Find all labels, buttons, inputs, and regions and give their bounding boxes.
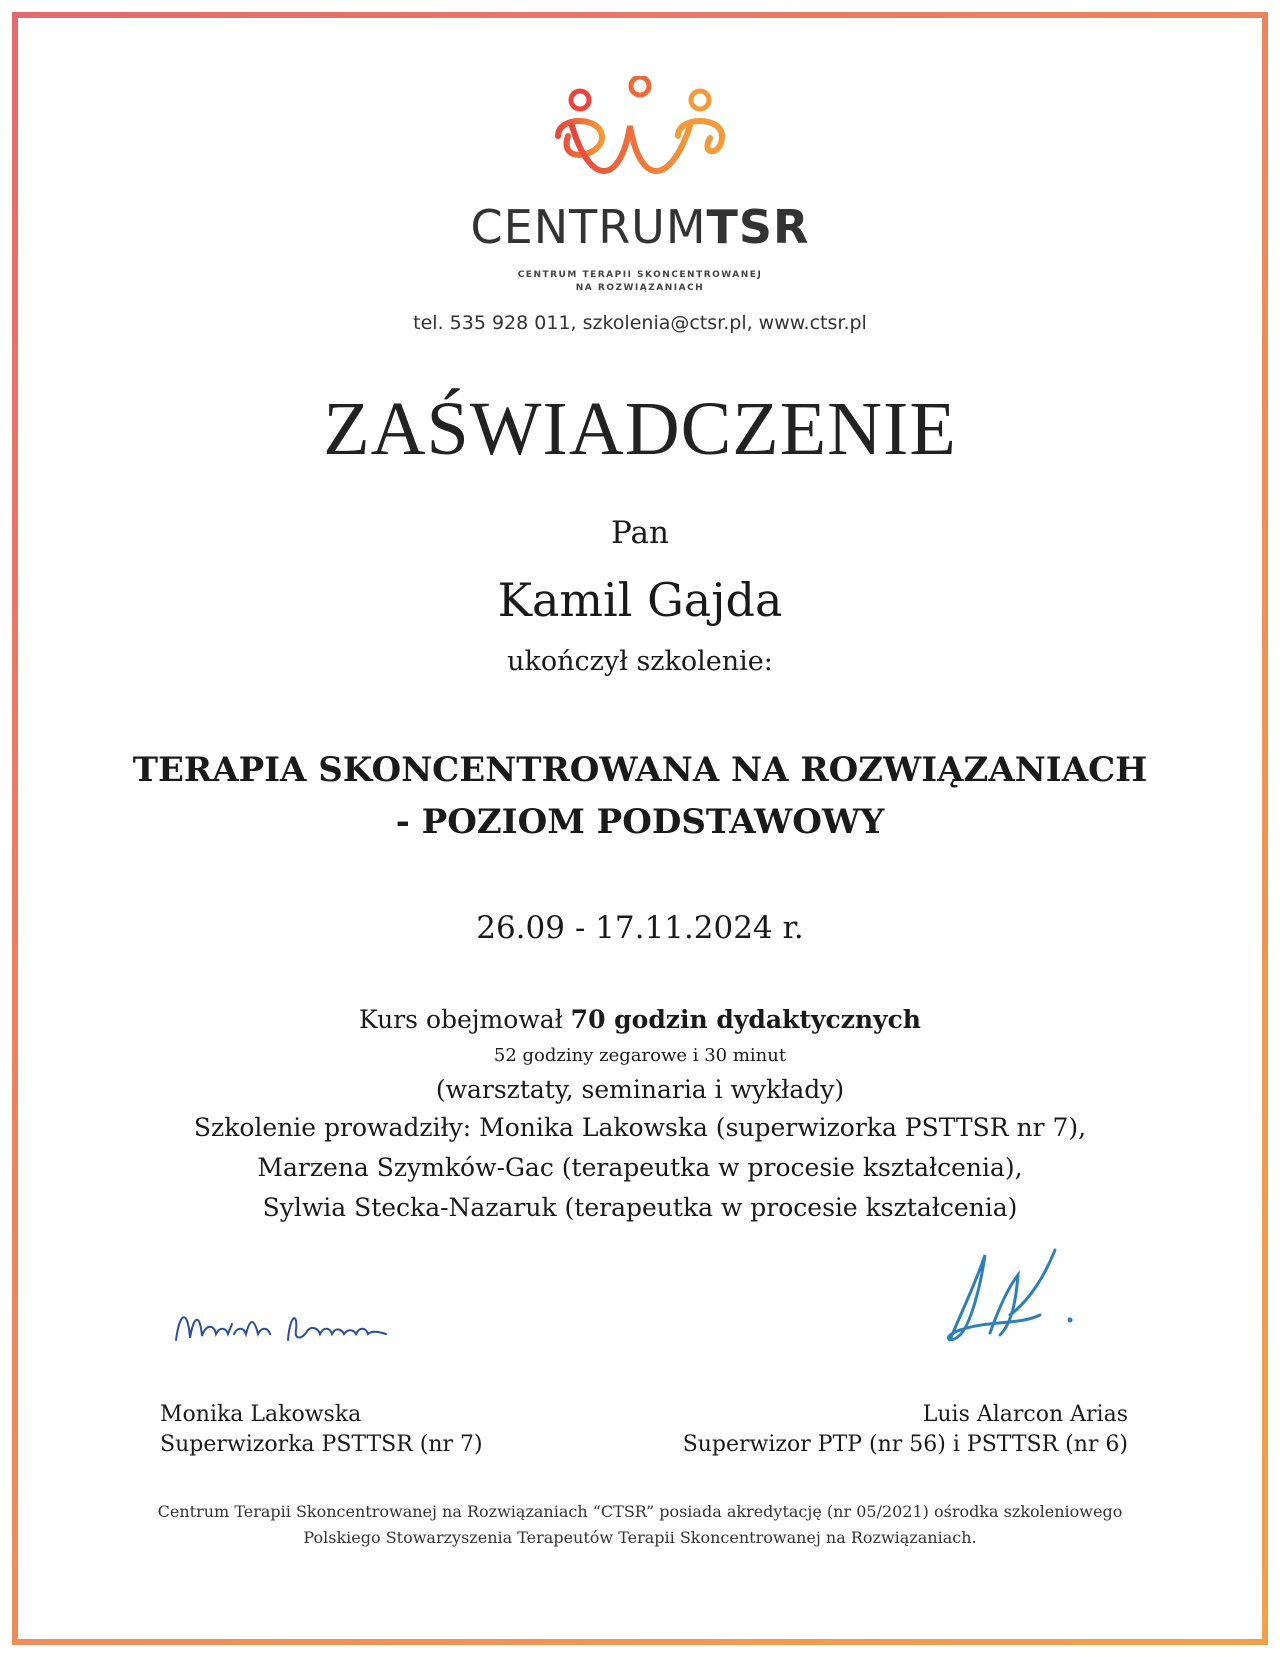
signer-right-name: Luis Alarcon Arias bbox=[922, 1402, 1128, 1427]
salutation: Pan bbox=[611, 515, 669, 551]
hours-bold: 70 godzin dydaktycznych bbox=[570, 1005, 921, 1034]
signature-left-handwriting bbox=[170, 1300, 410, 1360]
trainers-line2: Marzena Szymków-Gac (terapeutka w procesie kształcenia), bbox=[257, 1153, 1023, 1182]
signer-left-name: Monika Lakowska bbox=[160, 1402, 362, 1427]
signer-left bbox=[160, 1400, 483, 1460]
brand-subtitle-line1: CENTRUM TERAPII SKONCENTROWANEJ bbox=[517, 270, 763, 280]
signer-right bbox=[683, 1400, 1128, 1460]
footer-line2: Polskiego Stowarzyszenia Terapeutów Terapii Skoncentrowanej na Rozwiązaniach. bbox=[303, 1528, 977, 1547]
contact-info: tel. 535 928 011, szkolenia@ctsr.pl, www.ctsr.pl bbox=[413, 312, 867, 334]
completed-text: ukończył szkolenie: bbox=[507, 646, 773, 677]
hours-prefix: Kurs obejmował bbox=[359, 1005, 571, 1034]
brand-bold: TSR bbox=[706, 200, 810, 254]
course-title-line1: TERAPIA SKONCENTROWANA NA ROZWIĄZANIACH bbox=[132, 750, 1148, 790]
signature-right-handwriting bbox=[930, 1245, 1080, 1355]
document-title: ZAŚWIADCZENIE bbox=[323, 387, 957, 471]
hours-clock: 52 godziny zegarowe i 30 minut bbox=[493, 1045, 787, 1066]
course-forms: (warsztaty, seminaria i wykłady) bbox=[435, 1075, 845, 1104]
three-people-logo-icon bbox=[550, 76, 730, 186]
brand-regular: CENTRUM bbox=[470, 200, 707, 254]
brand-subtitle-line2: NA ROZWIĄZANIACH bbox=[575, 283, 705, 293]
footer-line1: Centrum Terapii Skoncentrowanej na Rozwiązaniach “CTSR” posiada akredytację (nr 05/2021) ośrodka szkoleniowego bbox=[157, 1502, 1123, 1521]
hours-line bbox=[0, 1005, 1280, 1034]
signer-left-role: Superwizorka PSTTSR (nr 7) bbox=[160, 1432, 483, 1457]
recipient-name: Kamil Gajda bbox=[497, 573, 783, 627]
brand-name bbox=[0, 200, 1280, 254]
trainers-line3: Sylwia Stecka-Nazaruk (terapeutka w procesie kształcenia) bbox=[262, 1193, 1018, 1222]
signer-right-role: Superwizor PTP (nr 56) i PSTTSR (nr 6) bbox=[682, 1432, 1128, 1457]
trainers-line1: Szkolenie prowadziły: Monika Lakowska (superwizorka PSTTSR nr 7), bbox=[193, 1113, 1087, 1142]
course-dates: 26.09 - 17.11.2024 r. bbox=[476, 910, 804, 946]
course-title-line2: - POZIOM PODSTAWOWY bbox=[395, 802, 885, 842]
